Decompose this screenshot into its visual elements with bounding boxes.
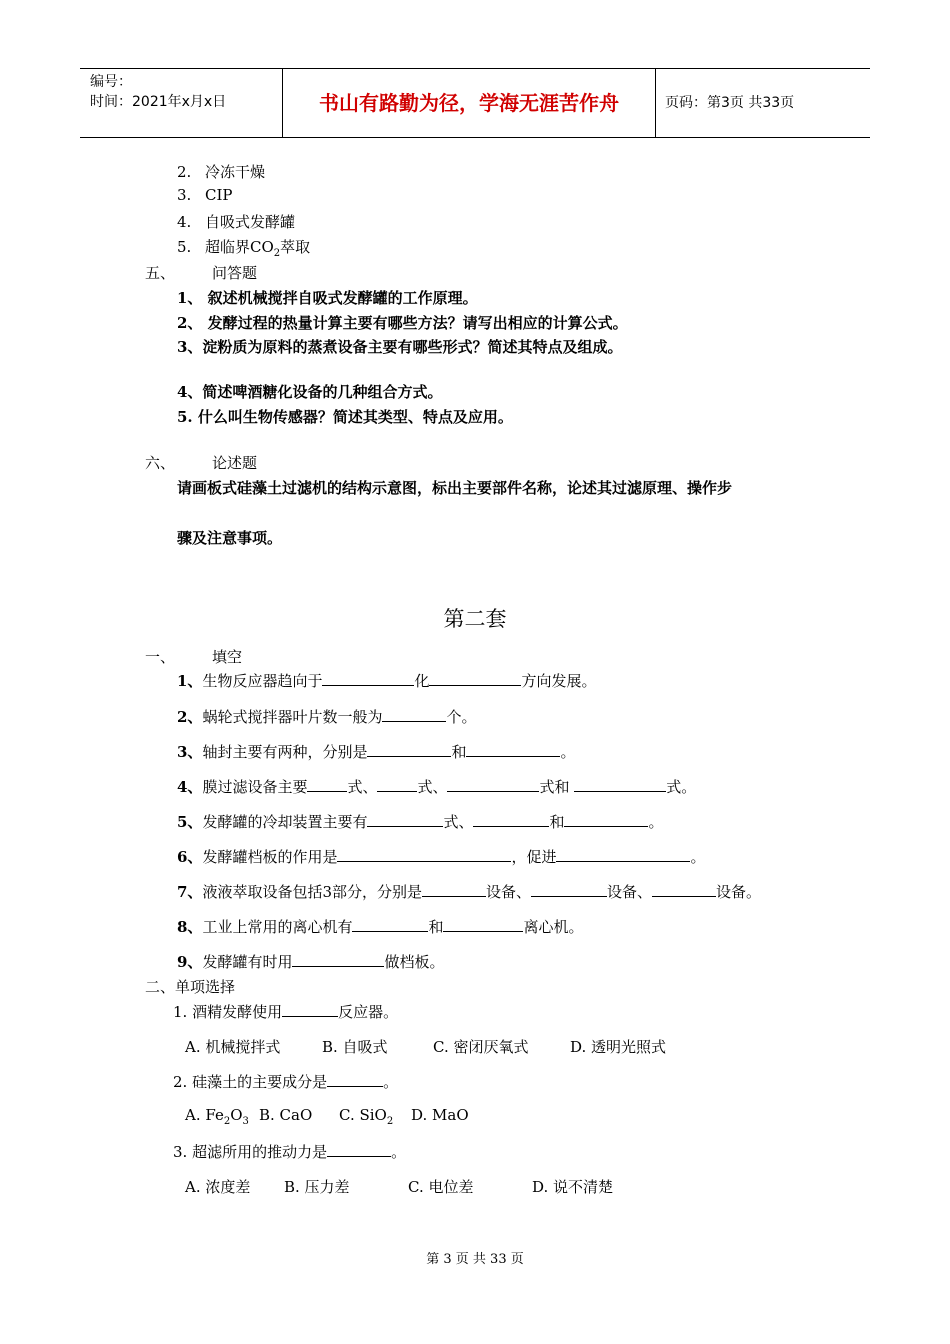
number-label: 编号： xyxy=(90,74,132,90)
choice-option: C. 电位差 xyxy=(408,1178,474,1196)
section-title: 二、单项选择 xyxy=(145,978,236,996)
fill-question: 5、发酵罐的冷却装置主要有 式、 和 。 xyxy=(177,813,664,831)
section-label: 六、 xyxy=(145,454,176,472)
answer-blank xyxy=(574,777,666,792)
answer-blank xyxy=(652,882,716,897)
choice-option: B. 压力差 xyxy=(284,1178,350,1196)
page-info: 页码：第3页 共33页 xyxy=(665,95,795,111)
choice-option: B. 自吸式 xyxy=(322,1038,388,1056)
answer-blank xyxy=(367,742,451,757)
answer-blank xyxy=(282,1002,338,1017)
answer-blank xyxy=(367,812,443,827)
answer-blank xyxy=(422,882,486,897)
answer-blank xyxy=(443,917,523,932)
answer-blank xyxy=(377,777,417,792)
answer-blank xyxy=(327,1072,383,1087)
term-item: 2. 冷冻干燥 xyxy=(177,163,266,181)
choice-option: D. 说不清楚 xyxy=(532,1178,614,1196)
essay-question-line: 请画板式硅藻土过滤机的结构示意图，标出主要部件名称，论述其过滤原理、操作步 xyxy=(177,479,733,497)
choice-question: 2. 硅藻土的主要成分是 。 xyxy=(173,1073,399,1091)
choice-option: C. SiO$_2$ xyxy=(339,1106,394,1127)
question-item: 3、淀粉质为原料的蒸煮设备主要有哪些形式？简述其特点及组成。 xyxy=(177,338,623,356)
header-left-cell xyxy=(80,69,282,137)
section-title: 论述题 xyxy=(212,454,258,472)
choice-question: 1. 酒精发酵使用 反应器。 xyxy=(173,1003,399,1021)
fill-question: 9、发酵罐有时用 做档板。 xyxy=(177,953,445,971)
choice-option: C. 密闭厌氧式 xyxy=(433,1038,529,1056)
answer-blank xyxy=(382,707,446,722)
choice-option: A. 机械搅拌式 xyxy=(185,1038,281,1056)
essay-question-line: 骤及注意事项。 xyxy=(177,529,283,547)
question-item: 5. 什么叫生物传感器？简述其类型、特点及应用。 xyxy=(177,408,513,426)
fill-question: 6、发酵罐档板的作用是 ，促进 。 xyxy=(177,848,706,866)
motto: 书山有路勤为径，学海无涯苦作舟 xyxy=(282,69,656,137)
answer-blank xyxy=(327,1142,391,1157)
answer-blank xyxy=(352,917,428,932)
document-header xyxy=(80,68,870,138)
choice-option: A. 浓度差 xyxy=(185,1178,251,1196)
fill-question: 1、生物反应器趋向于 化 方向发展。 xyxy=(177,672,597,690)
answer-blank xyxy=(429,671,521,686)
answer-blank xyxy=(322,671,414,686)
term-item: 5. 超临界$CO_2$萃取 xyxy=(177,238,311,259)
answer-blank xyxy=(337,847,511,862)
time-label: 时间：2021年x月x日 xyxy=(90,94,227,110)
question-item: 2、 发酵过程的热量计算主要有哪些方法？请写出相应的计算公式。 xyxy=(177,314,628,332)
choice-question: 3. 超滤所用的推动力是 。 xyxy=(173,1143,407,1161)
section-title: 问答题 xyxy=(212,264,258,282)
term-item: 4. 自吸式发酵罐 xyxy=(177,213,296,231)
section-label: 五、 xyxy=(145,264,176,282)
answer-blank xyxy=(531,882,607,897)
answer-blank xyxy=(466,742,560,757)
section-label: 一、 xyxy=(145,648,176,666)
question-item: 1、 叙述机械搅拌自吸式发酵罐的工作原理。 xyxy=(177,289,478,307)
answer-blank xyxy=(292,952,384,967)
choice-option: B. CaO xyxy=(259,1106,313,1124)
answer-blank xyxy=(473,812,549,827)
fill-question: 3、轴封主要有两种，分别是 和 。 xyxy=(177,743,576,761)
section-title: 填空 xyxy=(212,648,243,666)
choice-option: D. 透明光照式 xyxy=(570,1038,667,1056)
answer-blank xyxy=(556,847,690,862)
question-item: 4、简述啤酒糖化设备的几种组合方式。 xyxy=(177,383,443,401)
fill-question: 2、蜗轮式搅拌器叶片数一般为 个。 xyxy=(177,708,477,726)
answer-blank xyxy=(447,777,539,792)
answer-blank xyxy=(564,812,648,827)
answer-blank xyxy=(307,777,347,792)
fill-question: 8、工业上常用的离心机有 和 离心机。 xyxy=(177,918,584,936)
fill-question: 7、液液萃取设备包括3部分，分别是 设备、 设备、 设备。 xyxy=(177,883,762,901)
fill-question: 4、膜过滤设备主要 式、 式、 式和 式。 xyxy=(177,778,697,796)
choice-option: D. MaO xyxy=(411,1106,469,1124)
choice-option: A. $Fe_2O_3$ xyxy=(185,1106,249,1127)
page-footer: 第 3 页 共 33 页 xyxy=(426,1252,524,1267)
term-item: 3. CIP xyxy=(177,186,233,204)
set-title: 第二套 xyxy=(443,607,507,631)
